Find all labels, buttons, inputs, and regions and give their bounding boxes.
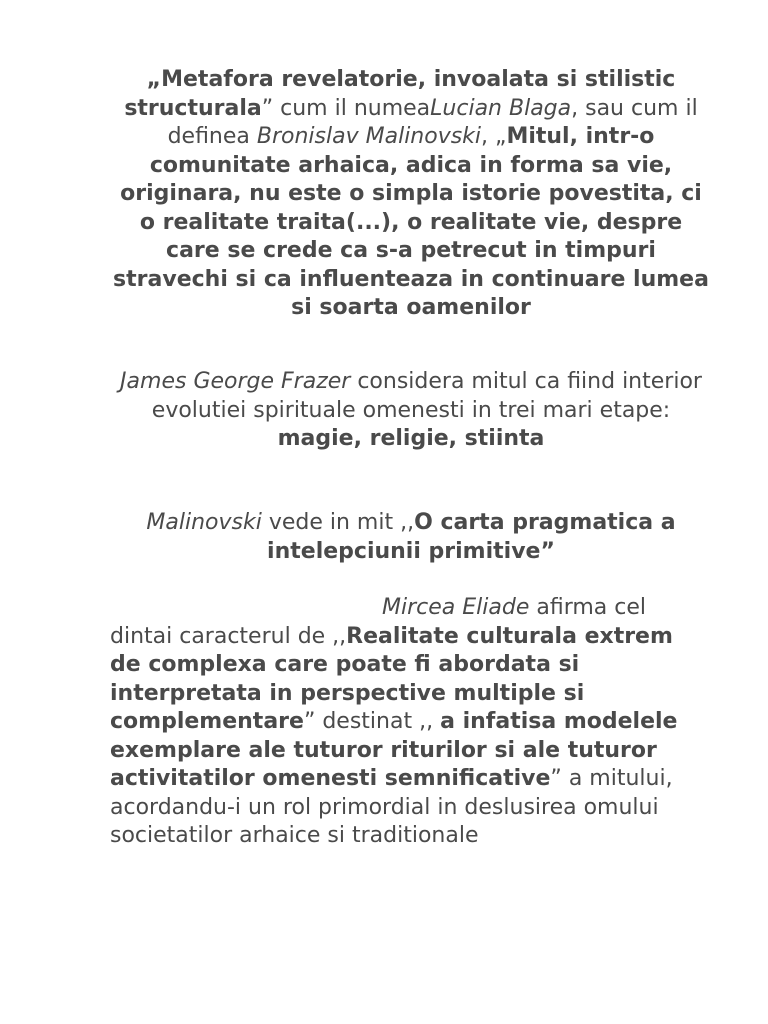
quote-blaga: „Metafora revelatorie, invoalata si stilistic structurala [124, 67, 676, 121]
author-bronislav-malinovski: Bronislav Malinovski [256, 124, 482, 149]
author-james-george-frazer: James George Frazer [120, 369, 351, 394]
quote-modele-exemplare: a infatisa modelele exemplare ale tuturor riturilor si ale tuturor activitatilor omenesti semnificative [110, 709, 678, 791]
paragraph-blaga-malinovski: „Metafora revelatorie, invoalata si stilistic structurala” cum il numeaLucian Blaga, sau cum il definea Bronislav Malinovski, „Mitul, intr-o comunitate arhaica, adica in forma sa vie, originara, nu este o simpla istorie povestita, ci o realitate traita(...), o realitate vie, despre care se crede ca s-a petrecut in timpuri stravechi si ca influenteaza in continuare lumea si soarta oamenilor [113, 67, 709, 320]
quote-malinovski-definition: Mitul, intr-o comunitate arhaica, adica in forma sa vie, originara, nu este o simpla istorie povestita, ci o realitate traita(...), o realitate vie, despre care se crede ca s-a petrecut in timpuri stravechi si ca influenteaza in continuare lumea si soarta oamenilor [113, 124, 709, 320]
stages-list: magie, religie, stiinta [277, 426, 545, 451]
author-malinovski: Malinovski [146, 510, 262, 535]
quote-carta-pragmatica: O carta pragmatica a intelepciunii primitive” [267, 510, 676, 564]
paragraph-malinovski-carta: Malinovski vede in mit ,,O carta pragmatica a intelepciunii primitive” [146, 510, 676, 564]
author-mircea-eliade: Mircea Eliade [382, 595, 530, 620]
paragraph-frazer: James George Frazer considera mitul ca fiind interior evolutiei spirituale omenesti in trei mari etape: magie, religie, stiinta [120, 369, 702, 451]
quote-realitate-culturala: Realitate culturala extrem de complexa care poate fi abordata si interpretata in perspective multiple si complementare [110, 623, 673, 734]
paragraph-eliade: Mircea Eliade afirma cel dintai caracterul de ,,Realitate culturala extrem de complexa care poate fi abordata si interpretata in perspective multiple si complementare” destinat ,, a infatisa modelele exemplare ale tuturor riturilor si ale tuturor activitatilor omenesti semnificative” a mitului, acordandu-i un rol primordial in deslusirea omului societatilor arhaice si traditionale [110, 595, 678, 848]
author-lucian-blaga: Lucian Blaga [430, 95, 572, 121]
